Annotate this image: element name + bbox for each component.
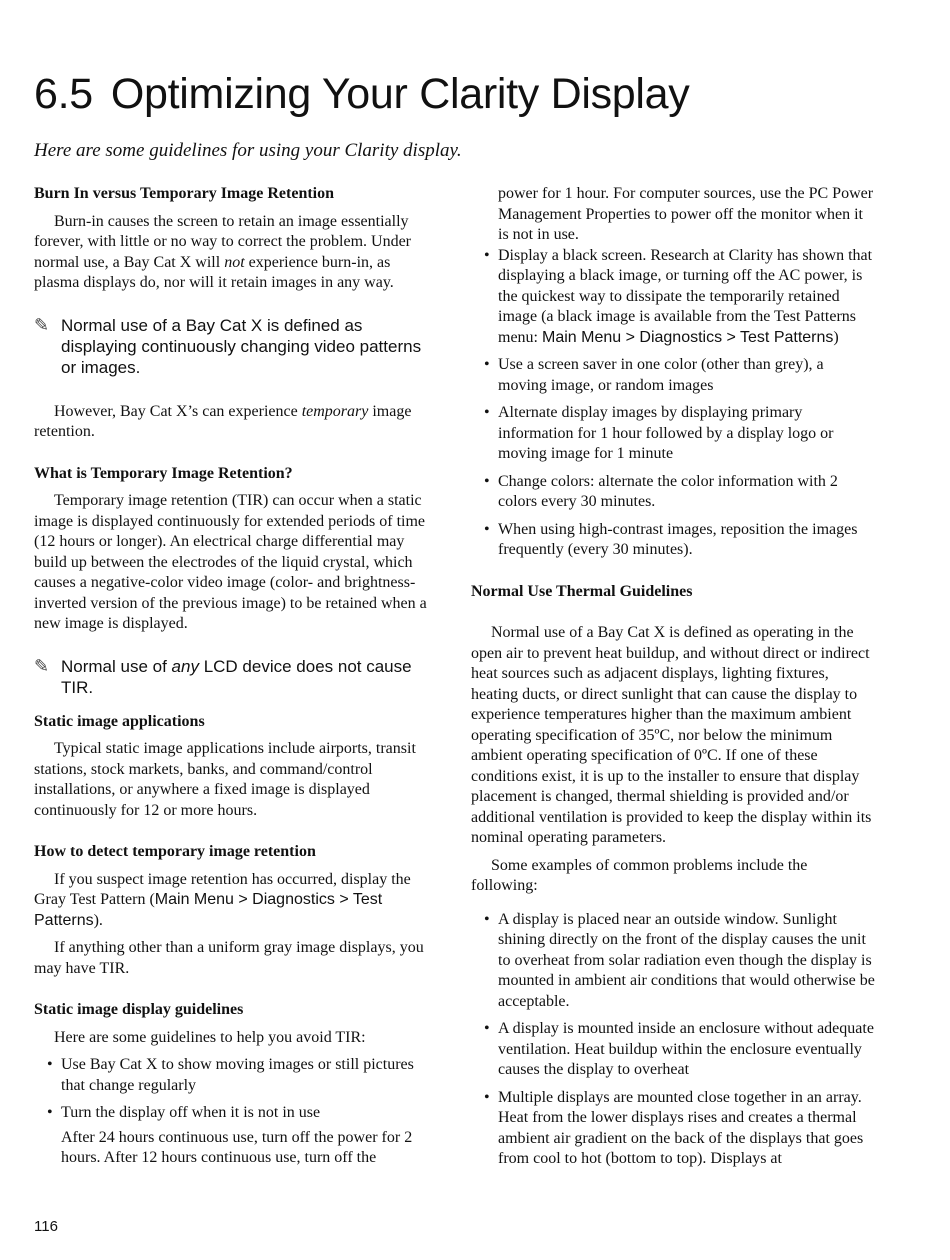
list-item <box>471 355 876 396</box>
heading-display-guidelines: Static image display guidelines <box>34 1001 244 1018</box>
problems-list <box>471 910 876 1170</box>
heading-burn-in: Burn In versus Temporary Image Retention <box>34 185 335 202</box>
note-normal-use <box>34 315 436 378</box>
list-item-text: ) <box>833 328 839 346</box>
list-item <box>34 1103 436 1124</box>
text-run: experience burn-in, as plasma displays do, nor will it retain images in any way. <box>34 253 394 291</box>
list-item <box>471 520 876 561</box>
list-item-text: Display a black screen. Research at Clarity has shown that displaying a black image, or turning off the AC power, is the quickest way to dissipate the temporarily retained image (a black image is available from the Test Patterns menu: <box>498 246 873 346</box>
list-item-text: Multiple displays are mounted close together in an array. Heat from the lower displays rises and creates a thermal ambient air gradient on the back of the displays that goes from cool to hot (bottom to top). Displays at <box>498 1088 864 1167</box>
text-run: image retention. <box>34 402 412 440</box>
paragraph-detect-tir <box>34 870 436 932</box>
bullet: • <box>484 520 490 538</box>
list-item <box>471 403 876 465</box>
bullet: • <box>484 472 490 490</box>
note-text: Normal use of <box>61 656 172 676</box>
bullet: • <box>484 1020 490 1037</box>
paragraph-however <box>34 402 436 443</box>
list-item-text: When using high-contrast images, reposition the images frequently (every 30 minutes). <box>498 520 858 558</box>
guidelines-list <box>34 1055 436 1124</box>
heading-what-is-tir: What is Temporary Image Retention? <box>34 464 293 482</box>
page-number: 116 <box>34 1218 58 1235</box>
section-number: 6.5 <box>34 70 93 118</box>
heading-detect-tir: How to detect temporary image retention <box>34 843 316 860</box>
paragraph-burn-in <box>34 212 436 294</box>
menu-path: Main Menu > Diagnostics > Test Patterns <box>34 891 383 929</box>
list-item-text: A display is mounted inside an enclosure without adequate ventilation. Heat buildup within the enclosure eventually causes the display to overheat <box>498 1020 874 1078</box>
list-item <box>34 1055 436 1096</box>
menu-path: Main Menu > Diagnostics > Test Patterns <box>542 328 834 346</box>
page-title <box>34 70 689 119</box>
list-item-text: Turn the display off when it is not in use <box>61 1104 321 1121</box>
paragraph-anything: If anything other than a uniform gray image displays, you may have TIR. <box>34 939 424 977</box>
heading-thermal-guidelines: Normal Use Thermal Guidelines <box>471 582 693 600</box>
paragraph-what-is-tir: Temporary image retention (TIR) can occur when a static image is displayed continuously for extended periods of time (12 hours or longer). An electrical charge differential may build up between the electrodes of the liquid crystal, which causes a negative-color video image (color- and brightness-inverted version of the previous image) to be retained when a new image is displayed. <box>34 492 427 632</box>
section-title: Optimizing Your Clarity Display <box>110 70 690 118</box>
paragraph-examples: Some examples of common problems include the following: <box>471 856 808 894</box>
note-lcd <box>34 656 436 698</box>
note-text: Normal use of a Bay Cat X is defined as displaying continuously changing video patterns or images. <box>61 315 422 377</box>
paragraph-guidelines-intro: Here are some guidelines to help you avoid TIR: <box>54 1028 366 1046</box>
paragraph-thermal: Normal use of a Bay Cat X is defined as operating in the open air to prevent heat buildup, and without direct or indirect heat sources such as adjacent displays, lighting fixtures, heating ducts, or direct sunlight that can cause the display to experience temperatures higher than the maximum ambient operating specification of 35ºC, nor below the minimum ambient operating specification of 0ºC. If one of these conditions exist, it is up to the installer to ensure that display placement is changed, thermal shielding is provided and/or additional ventilation is provided to keep the display within its nominal operating parameters. <box>471 624 872 846</box>
list-item-continuation: power for 1 hour. For computer sources, use the PC Power Management Properties to power off the monitor when it is not in use. <box>498 185 874 243</box>
list-item-continuation: After 24 hours continuous use, turn off the power for 2 hours. After 12 hours continuous use, turn off the <box>61 1128 413 1166</box>
list-item-text: Alternate display images by displaying primary information for 1 hour followed by a display logo or moving image for 1 minute <box>498 404 834 462</box>
bullet: • <box>484 356 490 373</box>
bullet: • <box>484 246 490 264</box>
text-run: ). <box>93 911 103 929</box>
bullet: • <box>484 910 490 928</box>
text-run: However, Bay Cat X’s can experience <box>54 402 302 420</box>
left-column <box>34 184 436 1176</box>
list-item <box>471 1088 876 1170</box>
paragraph-static-applications: Typical static image applications include airports, transit stations, stock markets, banks, and command/control installations, or anywhere a fixed image is displayed continuously for 12 or more hours. <box>34 740 416 819</box>
list-item <box>471 472 876 513</box>
heading-static-applications: Static image applications <box>34 712 205 730</box>
bullet: • <box>484 1088 490 1106</box>
pencil-icon: ✎ <box>34 655 50 676</box>
page-subtitle: Here are some guidelines for using your Clarity display. <box>34 140 462 161</box>
list-item-text: Use Bay Cat X to show moving images or still pictures that change regularly <box>61 1056 414 1094</box>
emphasis-text: temporary <box>301 402 369 420</box>
list-item-text: A display is placed near an outside window. Sunlight shining directly on the front of the display causes the unit to overheat from solar radiation even though the display is mounted in ambient air conditions that would otherwise be acceptable. <box>498 910 875 1010</box>
list-item-text: Change colors: alternate the color information with 2 colors every 30 minutes. <box>498 472 838 510</box>
emphasis-text: any <box>171 656 199 676</box>
guidelines-list-continued <box>471 246 876 561</box>
emphasis-text: not <box>224 253 245 271</box>
list-item <box>471 1019 876 1081</box>
list-item <box>471 246 876 349</box>
pencil-icon: ✎ <box>34 314 50 335</box>
text-run: Burn-in causes the screen to retain an image essentially forever, with little or no way to correct the problem. Under normal use, a Bay Cat X will <box>34 212 412 271</box>
bullet: • <box>484 404 490 421</box>
right-column <box>471 184 876 1177</box>
text-run: If you suspect image retention has occurred, display the Gray Test Pattern ( <box>34 870 411 908</box>
list-item <box>471 910 876 1013</box>
list-item-text: Use a screen saver in one color (other than grey), a moving image, or random images <box>498 356 824 394</box>
bullet: • <box>47 1056 53 1073</box>
bullet: • <box>47 1104 53 1121</box>
note-text: LCD device does not cause TIR. <box>61 656 412 697</box>
